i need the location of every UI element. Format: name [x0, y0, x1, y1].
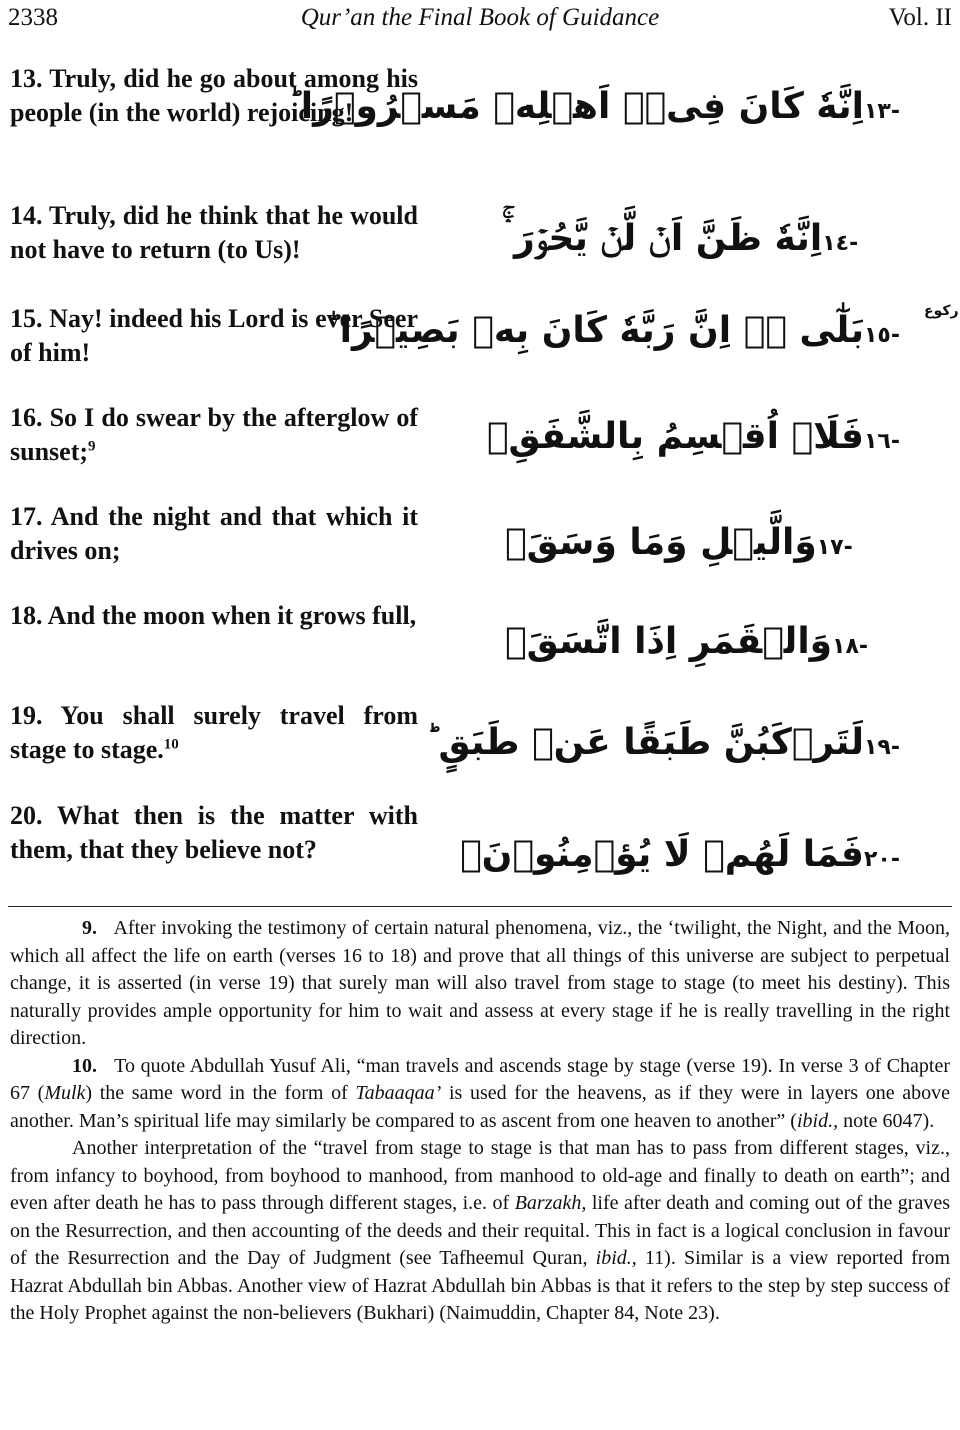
- verse-19-text: 19. You shall surely travel from stage to stage.: [10, 701, 418, 764]
- footnote-10-text-d: note 6047).: [838, 1109, 935, 1132]
- verse-18-arabic-number: -١٨: [832, 634, 869, 659]
- verse-19-arabic: [425, 718, 900, 773]
- footnote-divider: [8, 906, 952, 907]
- page-number: 2338: [8, 4, 58, 31]
- verse-16-arabic: [486, 412, 900, 467]
- verse-15-arabic-number: -١٥: [864, 323, 900, 348]
- verse-16-arabic-text: فَلَاۤ اُقۡسِمُ بِالشَّفَقِۙ: [486, 416, 864, 457]
- footnotes: [10, 915, 950, 1328]
- footnote-10-mulk: Mulk: [44, 1082, 86, 1104]
- verse-20-arabic-number: -٢٠: [864, 847, 900, 872]
- verse-18-arabic: [505, 617, 900, 672]
- page-header: [8, 2, 952, 34]
- verse-16-arabic-number: -١٦: [864, 429, 900, 454]
- verse-13-arabic: [288, 82, 900, 137]
- verse-13-english: 13. Truly, did he go about among his people (in the world) rejoicing!: [10, 64, 418, 127]
- volume-label: Vol. II: [888, 4, 952, 31]
- verse-13-arabic-number: -١٣: [864, 99, 900, 124]
- footnote-10-cont-text-c: 11). Similar is a view reported from Hazrat Abdullah bin Abbas. Another view of Hazrat Abdullah bin Abbas is that it refers to the step by step success of the Holy Prophet against the non-believers (Bukhari) (Naimuddin, Chapter 84, Note 23).: [10, 1247, 951, 1324]
- verse-20-english: 20. What then is the matter with them, that they believe not?: [10, 801, 418, 864]
- footnote-10-text-c: is used for the heavens, as if they were in layers one above another. Man’s spiritual life may similarly be compared to as ascent from one heaven to another” (: [10, 1082, 950, 1132]
- verse-18-arabic-text: وَالۡقَمَرِ اِذَا اتَّسَقَۙ: [505, 621, 833, 662]
- verse-14-arabic: [505, 214, 900, 269]
- footnote-9-number: 9.: [82, 917, 97, 939]
- verse-16-text: 16. So I do swear by the afterglow of sunset;: [10, 403, 418, 466]
- verse-17-english: 17. And the night and that which it drives on;: [10, 502, 418, 565]
- verse-16-english: [10, 401, 418, 469]
- verse-14-arabic-text: اِنَّهٗ ظَنَّ اَنۡ لَّنۡ يَّحُوۡرَ ۛۚ: [505, 218, 823, 259]
- book-title: Qur’an the Final Book of Guidance: [300, 4, 660, 31]
- verse-15-arabic-text: بَلٰٓى ۛۚ اِنَّ رَبَّهٗ كَانَ بِهٖ بَصِيۡرًا ؕ: [327, 310, 864, 351]
- verse-17-arabic: [505, 518, 900, 573]
- footnote-10-cont-text-b: life after death and coming out of the graves on the Resurrection, and then accounting of the deeds and their requital. This in fact is a logical conclusion in favour of the Resurrection and the Day of Judgment (see Tafheemul Quran,: [10, 1192, 950, 1269]
- footnote-10: [10, 1053, 950, 1136]
- verse-14-english: 14. Truly, did he think that he would not have to return (to Us)!: [10, 201, 418, 264]
- verse-17-arabic-text: وَالَّيۡلِ وَمَا وَسَقَۙ: [505, 522, 817, 563]
- verse-17-arabic-number: -١٧: [816, 535, 853, 560]
- ruku-marker: ركوع: [924, 303, 959, 319]
- footnote-10-text-b: ) the same word in the form of: [85, 1082, 356, 1104]
- verse-15-arabic: [327, 306, 900, 361]
- verse-19-arabic-number: -١٩: [864, 735, 900, 760]
- footnote-10-cont-text-a: Another interpretation of the “travel from stage to stage is that man has to pass from different stages, viz., from infancy to boyhood, from boyhood to manhood, from manhood to old-age and finally to death on earth”; and even after death he has to pass through different stages, i.e. of: [10, 1137, 950, 1214]
- verse-20-arabic: [460, 830, 900, 885]
- verse-18-english: 18. And the moon when it grows full,: [10, 601, 417, 630]
- verse-19-english: [10, 699, 418, 767]
- footnote-10-ibid: ibid.,: [796, 1109, 839, 1132]
- verse-13-arabic-text: اِنَّهٗ كَانَ فِىۡۤ اَهۡلِهٖ مَسۡرُوۡرًا ؕ: [288, 86, 864, 127]
- verse-20-arabic-text: فَمَا لَهُمۡ لَا يُؤۡمِنُوۡنَۙ: [460, 834, 864, 875]
- footnote-9: [10, 915, 950, 1053]
- verse-15-english: 15. Nay! indeed his Lord is ever Seer of him!: [10, 304, 418, 367]
- footnote-10-cont-ibid: ibid.,: [595, 1247, 637, 1269]
- verse-14-arabic-number: -١٤: [822, 231, 859, 256]
- footnote-9-text: After invoking the testimony of certain natural phenomena, viz., the ‘twilight, the Night, and the Moon, which all affect the life on earth (verses 16 to 18) and prove that all things of this universe are subject to perpetual change, it is asserted (in verse 19) that surely man will also travel from stage to stage (to meet his destiny). This naturally provides ample opportunity for him to wait and assess at every stage if he is really travelling in the right direction.: [10, 917, 951, 1049]
- footnote-10-number: 10.: [72, 1054, 97, 1077]
- verse-19-arabic-text: لَتَرۡكَبُنَّ طَبَقًا عَنۡ طَبَقٍ ؕ: [425, 722, 864, 763]
- footnote-ref-9: 9: [88, 438, 96, 455]
- footnote-10-tabaaqaa: Tabaaqaa’: [355, 1082, 442, 1104]
- footnote-ref-10: 10: [163, 736, 179, 753]
- footnote-10-continued: [10, 1135, 950, 1328]
- footnote-10-text-a: To quote Abdullah Yusuf Ali, “man travels and ascends stage by stage (verse 19). In verse 3 of Chapter 67 (: [10, 1054, 951, 1104]
- footnote-10-barzakh: Barzakh,: [514, 1192, 587, 1214]
